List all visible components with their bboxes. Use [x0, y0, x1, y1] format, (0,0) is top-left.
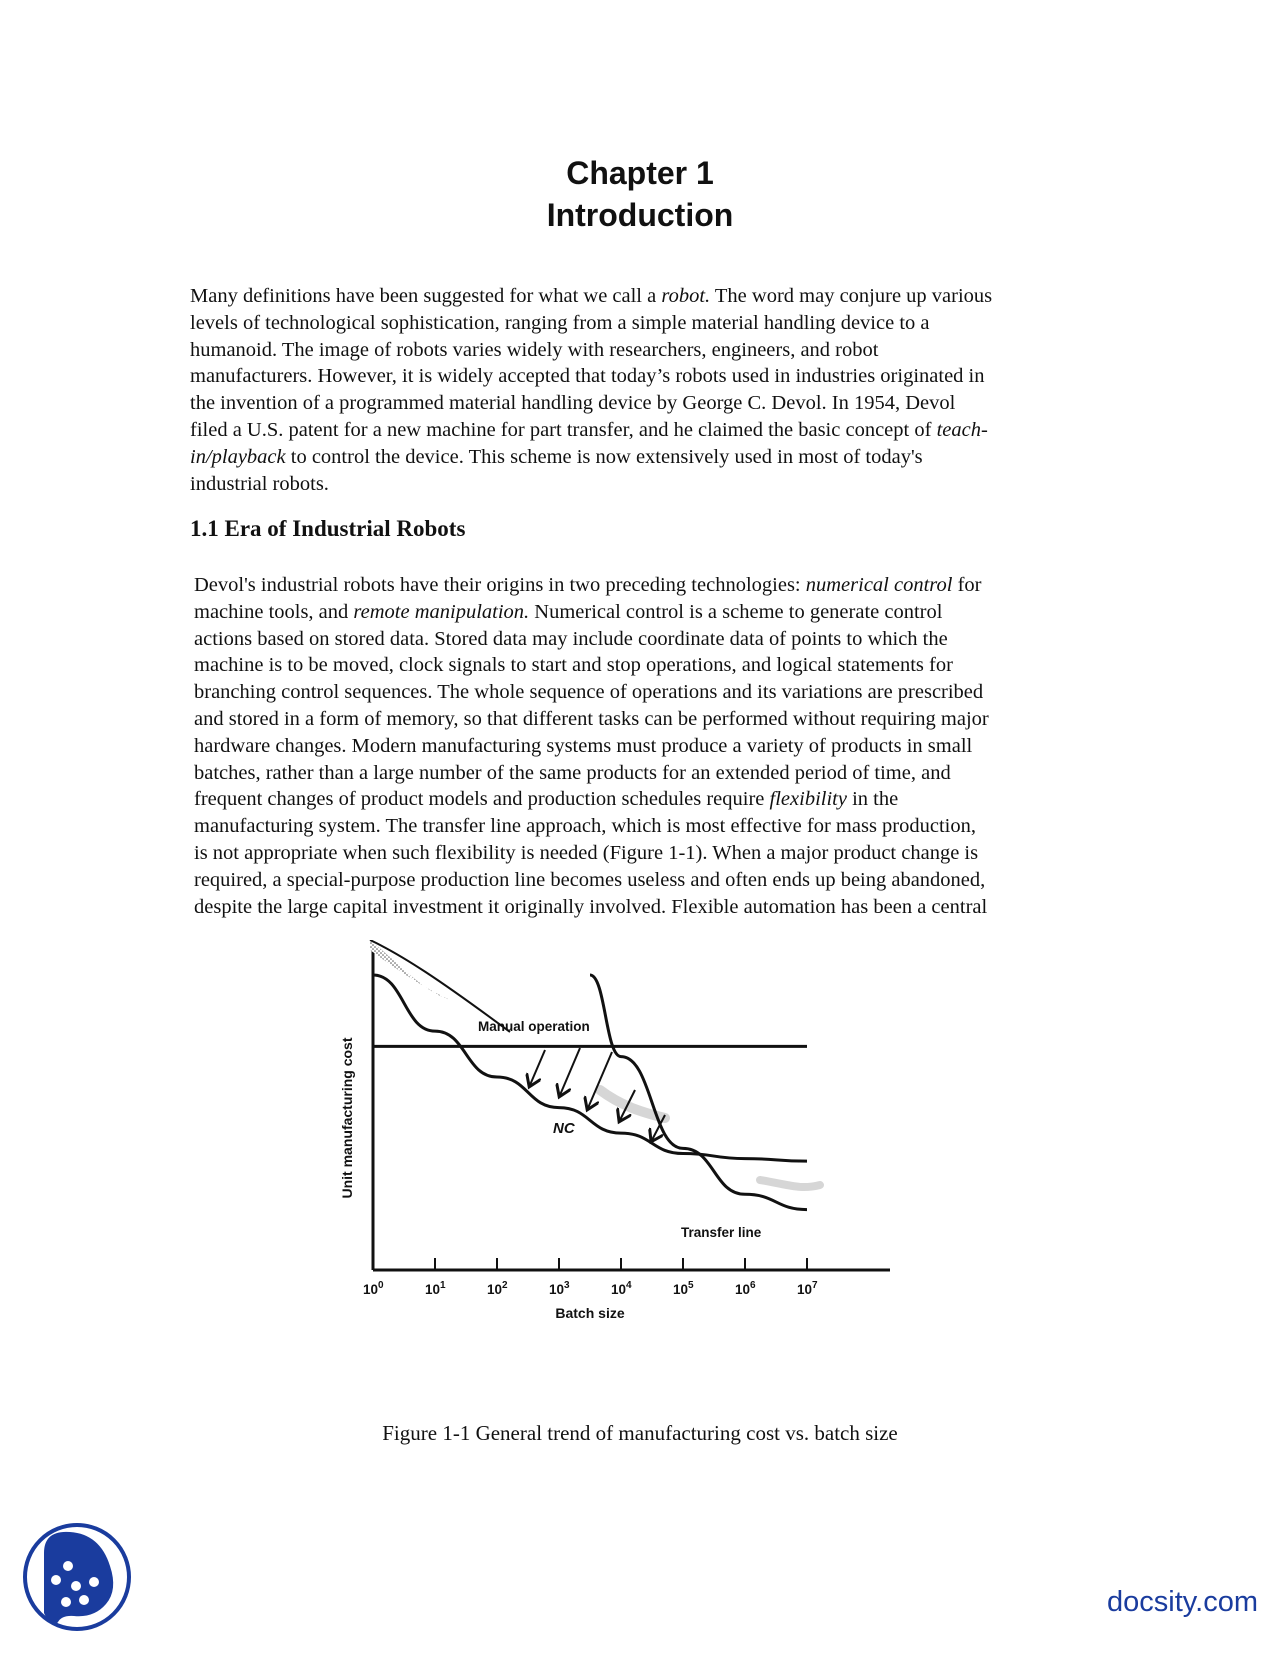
arrow-mark — [560, 1048, 580, 1095]
text-line — [194, 867, 1104, 894]
italic-term: teach- — [936, 418, 988, 441]
text-segment: is not appropriate when such flexibility is needed (Figure 1-1). When a major product change is — [194, 841, 979, 864]
text-line — [194, 786, 1104, 813]
manual-operation-label: Manual operation — [478, 1019, 590, 1034]
text-line — [190, 337, 1100, 364]
x-tick-label: $10^4$ — [611, 1280, 632, 1297]
nc-curve — [373, 975, 807, 1161]
x-tick-label: $10^2$ — [487, 1280, 508, 1297]
text-line — [190, 444, 1100, 471]
text-segment: hardware changes. Modern manufacturing systems must produce a variety of products in small — [194, 734, 973, 757]
text-segment: industrial robots. — [190, 472, 329, 495]
text-line — [194, 599, 1104, 626]
x-tick-label: $10^0$ — [363, 1280, 384, 1297]
text-line — [190, 417, 1100, 444]
section-paragraph — [194, 572, 1104, 920]
text-line — [194, 733, 1104, 760]
x-tick-label: $10^5$ — [673, 1280, 694, 1297]
text-line — [190, 471, 1100, 498]
intro-paragraph — [190, 283, 1100, 497]
chapter-heading — [0, 152, 1280, 236]
cost-chart — [320, 940, 960, 1340]
text-segment: batches, rather than a large number of the same products for an extended period of time, and — [194, 761, 951, 784]
text-segment: Numerical control is a scheme to generate control — [529, 600, 943, 623]
figure-cost-vs-batch — [320, 940, 960, 1340]
italic-term: flexibility — [769, 788, 847, 811]
text-segment: Devol's industrial robots have their origins in two preceding technologies: — [194, 574, 806, 596]
text-segment: in the — [846, 788, 899, 811]
text-line — [194, 626, 1104, 653]
section-heading: 1.1 Era of Industrial Robots — [190, 516, 466, 541]
text-segment: humanoid. The image of robots varies widely with researchers, engineers, and robot — [190, 338, 879, 361]
figure-caption: Figure 1-1 General trend of manufacturing cost vs. batch size — [382, 1421, 898, 1445]
italic-term: remote manipulation. — [353, 600, 530, 623]
transfer-line-label: Transfer line — [681, 1225, 762, 1240]
text-segment: for — [952, 574, 982, 596]
text-segment: frequent changes of product models and production schedules require — [194, 788, 770, 811]
text-line — [194, 894, 1104, 921]
text-line — [194, 652, 1104, 679]
text-segment: manufacturers. However, it is widely accepted that today’s robots used in industries originated in — [190, 365, 985, 388]
text-line — [190, 363, 1100, 390]
text-segment: despite the large capital investment it originally involved. Flexible automation has been a central — [194, 895, 988, 918]
x-tick-label: $10^7$ — [797, 1280, 818, 1297]
smudge-mark — [760, 1180, 820, 1187]
italic-term: robot. — [661, 285, 711, 307]
nc-label: NC — [553, 1120, 575, 1137]
transfer-line-curve — [590, 975, 807, 1210]
x-axis-label: Batch size — [555, 1305, 625, 1321]
text-segment: branching control sequences. The whole sequence of operations and its variations are prescribed — [194, 681, 984, 704]
text-line — [194, 813, 1104, 840]
text-line — [194, 572, 1104, 599]
text-segment: machine is to be moved, clock signals to start and stop operations, and logical statements for — [194, 654, 953, 677]
docsity-logo-icon[interactable] — [22, 1518, 132, 1636]
text-segment: required, a special-purpose production line becomes useless and often ends up being abandoned, — [194, 868, 986, 891]
text-line — [190, 283, 1100, 310]
text-segment: filed a U.S. patent for a new machine for part transfer, and he claimed the basic concept of — [190, 418, 937, 441]
italic-term: in/playback — [190, 445, 286, 468]
text-segment: manufacturing system. The transfer line approach, which is most effective for mass production, — [194, 815, 977, 838]
brand-link[interactable]: docsity.com — [1107, 1586, 1258, 1618]
x-tick-label: $10^6$ — [735, 1280, 756, 1297]
text-segment: actions based on stored data. Stored data may include coordinate data of points to which the — [194, 627, 948, 650]
chapter-title: Introduction — [546, 197, 734, 233]
text-segment: to control the device. This scheme is now extensively used in most of today's — [285, 445, 923, 468]
x-tick-label: $10^3$ — [549, 1280, 570, 1297]
text-line — [194, 706, 1104, 733]
text-line — [190, 390, 1100, 417]
italic-term: numerical control — [805, 574, 953, 596]
text-segment: The word may conjure up various — [710, 285, 993, 307]
text-segment: Many definitions have been suggested for what we call a — [190, 285, 662, 307]
text-line — [190, 310, 1100, 337]
text-segment: and stored in a form of memory, so that different tasks can be performed without requiring major — [194, 707, 989, 730]
x-tick-label: $10^1$ — [425, 1280, 446, 1297]
text-line — [194, 760, 1104, 787]
text-segment: levels of technological sophistication, ranging from a simple material handling device to a — [190, 311, 930, 334]
text-line — [194, 679, 1104, 706]
text-segment: machine tools, and — [194, 600, 354, 623]
chapter-number: Chapter 1 — [566, 155, 714, 191]
text-line — [194, 840, 1104, 867]
arrow-mark — [530, 1050, 545, 1085]
shaded-region — [370, 940, 450, 1000]
text-segment: the invention of a programmed material handling device by George C. Devol. In 1954, Devol — [190, 392, 956, 415]
y-axis-label: Unit manufacturing cost — [339, 1037, 355, 1199]
